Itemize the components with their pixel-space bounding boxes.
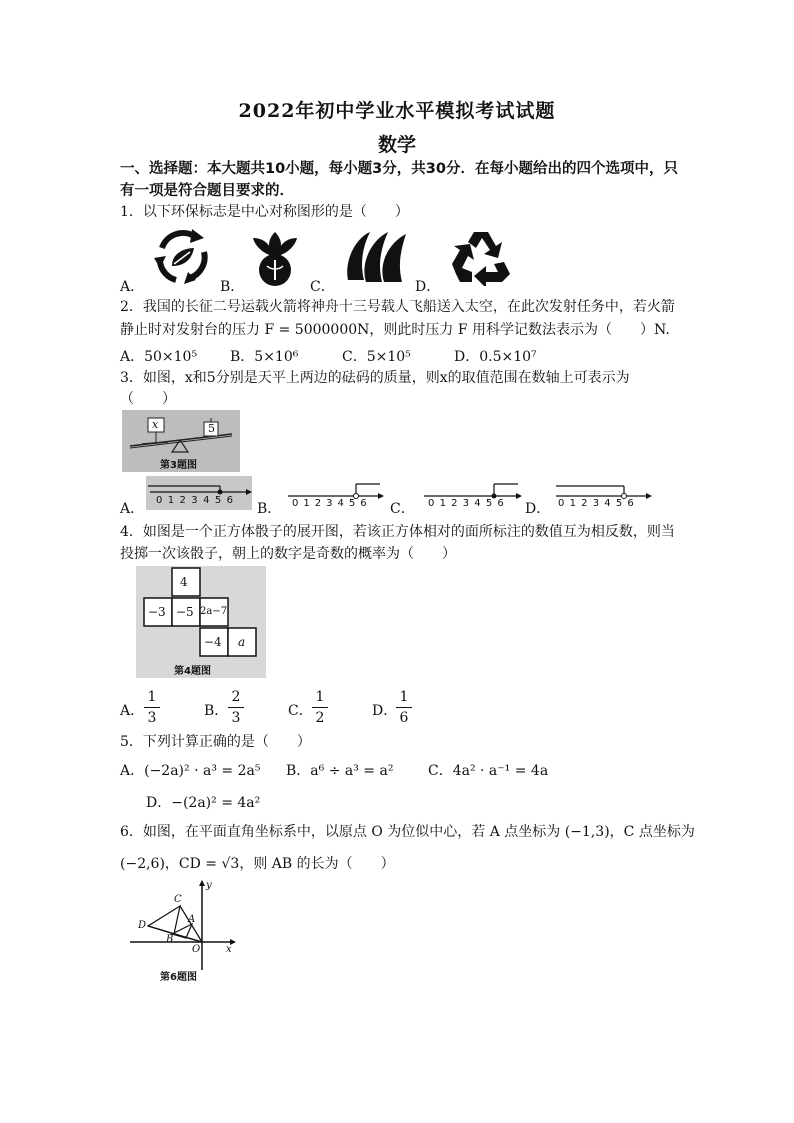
plant-leaf-logo-b [247, 226, 303, 288]
q3-figure-caption: 第3题图 [160, 460, 197, 471]
point-o: O [192, 944, 201, 955]
q2-option-a: A．50×10⁵ [120, 349, 198, 365]
wave-leaf-logo-c [344, 230, 410, 284]
q4-option-b-fraction [228, 688, 244, 727]
tick-4: 4 [337, 498, 349, 509]
numerator: 1 [399, 689, 409, 705]
tick-6: 6 [627, 498, 639, 509]
axis-x-label: x [226, 944, 232, 955]
tick-6: 6 [360, 498, 372, 509]
tick-2: 2 [179, 495, 192, 506]
q5-stem: 5．下列计算正确的是（ ） [120, 734, 311, 750]
q4-option-c-fraction [312, 688, 328, 727]
face-center: −5 [176, 605, 194, 619]
q3-option-b-label: B． [257, 501, 282, 517]
denominator: 3 [147, 710, 157, 726]
q6-stem-line1: 6．如图，在平面直角坐标系中，以原点 O 为位似中心，若 A 点坐标为 (−1,3)，C 点坐标为 [120, 824, 695, 840]
q5-option-c: C．4a² · a⁻¹ = 4a [428, 763, 549, 779]
tick-5: 5 [485, 498, 498, 509]
numerator: 1 [315, 689, 325, 705]
point-a: A [188, 914, 196, 925]
left-weight-label: x [152, 418, 159, 431]
numerator: 2 [231, 689, 241, 705]
right-weight-label: 5 [208, 422, 215, 435]
exam-title: 2022年初中学业水平模拟考试试题 [238, 100, 556, 122]
q4-option-d-label: D． [372, 703, 398, 719]
q1-option-b-label: B． [220, 279, 245, 295]
q1-stem: 1．以下环保标志是中心对称图形的是（ ） [120, 204, 409, 220]
q4-stem-line1: 4．如图是一个正方体骰子的展开图，若该正方体相对的面所标注的数值互为相反数，则当 [120, 524, 675, 540]
point-b: B [166, 934, 174, 945]
tick-5: 5 [348, 498, 361, 509]
q4-option-b-label: B． [204, 703, 229, 719]
q3-option-a-label: A． [120, 501, 145, 517]
tick-1: 1 [569, 498, 582, 509]
q2-option-d: D．0.5×10⁷ [454, 349, 537, 365]
face-left: −3 [148, 605, 166, 619]
tick-3: 3 [326, 498, 338, 509]
tick-1: 1 [303, 498, 315, 509]
q4-option-a-fraction [144, 688, 160, 727]
numerator: 1 [147, 689, 157, 705]
face-bottom-right: a [238, 635, 246, 649]
section-heading-line2: 有一项是符合题目要求的． [120, 183, 294, 199]
point-c: C [174, 894, 182, 905]
tick-3: 3 [191, 495, 204, 506]
q5-option-a: A．(−2a)² · a³ = 2a⁵ [120, 763, 261, 779]
face-top: 4 [180, 575, 188, 589]
number-line-c [420, 480, 522, 510]
face-right: 2a−7 [200, 606, 228, 617]
tick-5: 5 [615, 498, 628, 509]
q6-figure-caption: 第6题图 [160, 972, 197, 983]
face-bottom-left: −4 [204, 635, 222, 649]
recycle-triangle-logo-d [452, 228, 510, 286]
tick-4: 4 [203, 495, 215, 506]
exam-subject: 数学 [377, 134, 416, 156]
tick-2: 2 [451, 498, 463, 509]
q4-option-a-label: A． [120, 703, 145, 719]
denominator: 6 [399, 710, 409, 726]
tick-3: 3 [462, 498, 475, 509]
denominator: 2 [315, 710, 325, 726]
q5-option-b: B．a⁶ ÷ a³ = a² [286, 763, 394, 779]
q4-figure-caption: 第4题图 [174, 666, 211, 677]
tick-1: 1 [167, 495, 180, 506]
cube-net-figure [136, 566, 266, 678]
q4-option-d-fraction [396, 688, 412, 727]
q3-option-d-label: D． [525, 501, 551, 517]
tick-2: 2 [314, 498, 327, 509]
number-line-b [284, 478, 384, 510]
axis-y-label: y [206, 880, 212, 891]
point-d: D [138, 920, 147, 931]
q3-stem-line1: 3．如图，x和5分别是天平上两边的砝码的质量，则x的取值范围在数轴上可表示为 [120, 370, 630, 386]
balance-scale-figure [122, 410, 240, 472]
tick-0: 0 [428, 498, 440, 509]
tick-6: 6 [497, 498, 509, 509]
q4-stem-line2: 投掷一次该骰子，朝上的数字是奇数的概率为（ ） [120, 546, 456, 562]
tick-5: 5 [214, 495, 227, 506]
q2-option-c: C．5×10⁵ [342, 349, 411, 365]
tick-0: 0 [558, 498, 570, 509]
number-line-a [146, 476, 252, 510]
q1-option-d-label: D． [415, 279, 441, 295]
q2-stem-line1: 2．我国的长征二号运载火箭将神舟十三号载人飞船送入太空，在此次发射任务中，若火箭 [120, 299, 675, 315]
q2-stem-line2: 静止时对发射台的压力 F = 5000000N，则此时压力 F 用科学记数法表示为（ ）N. [120, 322, 670, 338]
tick-6: 6 [226, 495, 239, 506]
tick-0: 0 [292, 498, 304, 509]
q3-option-c-label: C． [390, 501, 415, 517]
q1-option-a-label: A． [120, 279, 145, 295]
q2-option-b: B．5×10⁶ [230, 349, 299, 365]
q4-option-c-label: C． [288, 703, 313, 719]
tick-1: 1 [439, 498, 452, 509]
recycle-arrows-logo-a [150, 226, 214, 288]
section-heading-line1: 一、选择题：本大题共10小题，每小题3分，共30分．在每小题给出的四个选项中，只 [120, 161, 678, 177]
q3-stem-line2: （ ） [120, 391, 176, 407]
tick-3: 3 [592, 498, 605, 509]
tick-2: 2 [581, 498, 593, 509]
denominator: 3 [231, 710, 241, 726]
tick-4: 4 [604, 498, 616, 509]
q6-stem-line2: (−2,6)，CD = √3，则 AB 的长为（ ） [120, 856, 395, 872]
coordinate-figure [126, 880, 238, 986]
q5-option-d: D．−(2a)² = 4a² [146, 795, 261, 811]
q1-option-c-label: C． [310, 279, 335, 295]
tick-0: 0 [156, 495, 168, 506]
number-line-d [552, 480, 652, 510]
tick-4: 4 [474, 498, 486, 509]
